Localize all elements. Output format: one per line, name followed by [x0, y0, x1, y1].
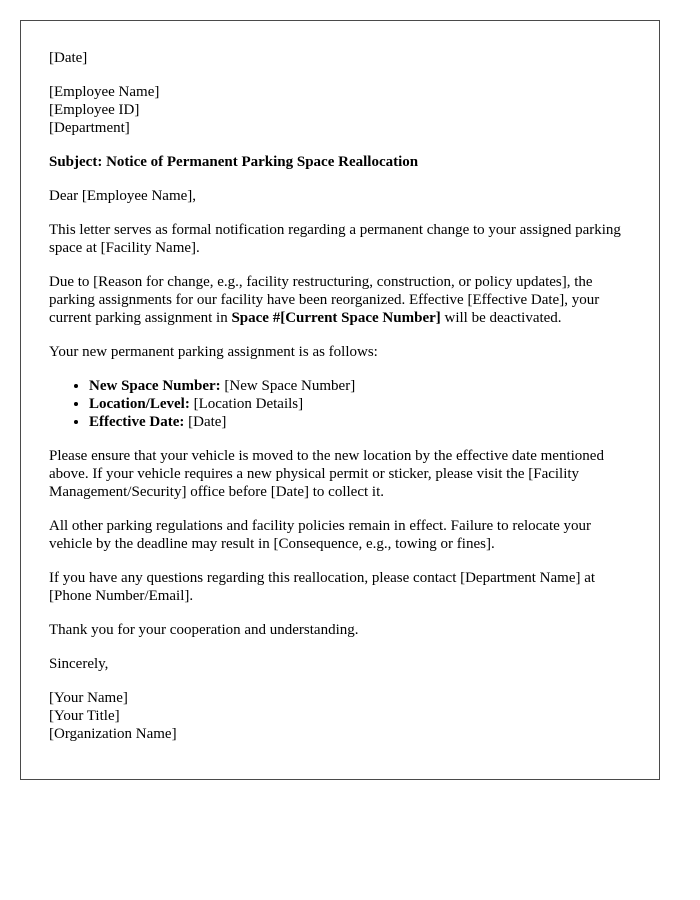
list-item	[89, 395, 631, 413]
signature-organization: [Organization Name]	[49, 726, 177, 742]
recipient-id: [Employee ID]	[49, 102, 140, 118]
assignment-value: [Location Details]	[189, 396, 304, 412]
paragraph-reason	[49, 273, 631, 327]
paragraph-new-assignment-intro: Your new permanent parking assignment is as follows:	[49, 344, 378, 360]
signature-name: [Your Name]	[49, 690, 128, 706]
list-item	[89, 377, 631, 395]
paragraph-reason-text: Due to [Reason for change, e.g., facility restructuring, construction, or policy updates], the parking assignments for our facility have been reorganized. Effective [Effective Date], your current parking assignment in	[49, 274, 600, 326]
letter-date: [Date]	[49, 50, 88, 66]
closing: Sincerely,	[49, 656, 109, 672]
paragraph-contact: If you have any questions regarding this reallocation, please contact [Department Name] at [Phone Number/Email].	[49, 570, 596, 604]
paragraph-notification: This letter serves as formal notification regarding a permanent change to your assigned parking space at [Facility Name].	[49, 222, 621, 256]
paragraph-reason-tail: will be deactivated.	[440, 310, 562, 326]
paragraph-regulations: All other parking regulations and facility policies remain in effect. Failure to relocate your vehicle by the deadline may result in [Consequence, e.g., towing or fines].	[49, 518, 592, 552]
letter-container	[20, 20, 660, 780]
assignment-label: Location/Level:	[89, 396, 190, 412]
assignment-value: [Date]	[184, 414, 227, 430]
assignment-label: Effective Date:	[89, 414, 185, 430]
letter-subject: Subject: Notice of Permanent Parking Space Reallocation	[49, 154, 419, 170]
salutation: Dear [Employee Name],	[49, 188, 197, 204]
current-space-number: Space #[Current Space Number]	[231, 310, 441, 326]
list-item	[89, 413, 631, 431]
assignment-value: [New Space Number]	[220, 378, 356, 394]
recipient-department: [Department]	[49, 120, 130, 136]
signature-title: [Your Title]	[49, 708, 120, 724]
assignment-list	[49, 377, 631, 431]
paragraph-thanks: Thank you for your cooperation and understanding.	[49, 622, 359, 638]
recipient-name: [Employee Name]	[49, 84, 160, 100]
signature-block	[49, 689, 631, 743]
recipient-block	[49, 83, 631, 137]
paragraph-vehicle-instructions: Please ensure that your vehicle is moved to the new location by the effective date mentioned above. If your vehicle requires a new physical permit or sticker, please visit the [Facility Management/Security] office before [Date] to collect it.	[49, 448, 604, 500]
assignment-label: New Space Number:	[89, 378, 221, 394]
